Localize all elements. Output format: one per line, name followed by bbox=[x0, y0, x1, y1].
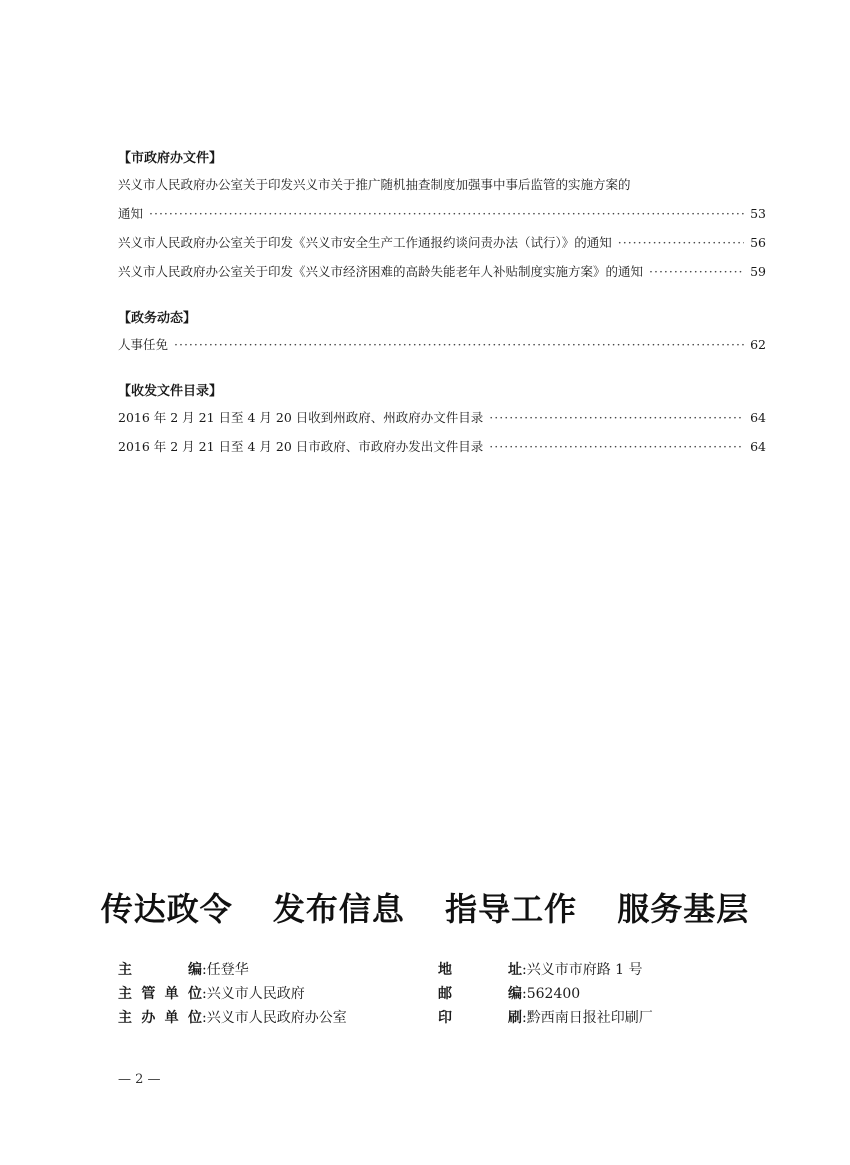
sponsor-field bbox=[118, 1006, 438, 1030]
toc-section-government-news bbox=[118, 308, 766, 359]
section-heading: 【市政府办文件】 bbox=[118, 151, 223, 166]
label-char: 位 bbox=[187, 986, 202, 1002]
label-char: 编 bbox=[508, 986, 522, 1002]
toc-entry[interactable] bbox=[118, 403, 766, 432]
colon: : bbox=[202, 962, 207, 978]
toc-page-number: 59 bbox=[750, 264, 766, 279]
colon: : bbox=[202, 986, 207, 1002]
colon: : bbox=[202, 1010, 207, 1026]
slogan-phrase: 传达政令 bbox=[100, 890, 233, 928]
printer-label bbox=[438, 1006, 522, 1030]
info-row bbox=[118, 1006, 758, 1030]
label-char: 刷 bbox=[508, 1010, 522, 1026]
colon: : bbox=[522, 962, 527, 978]
toc-entry[interactable] bbox=[118, 228, 766, 257]
page-number: — 2 — bbox=[118, 1072, 161, 1087]
supervisor-label bbox=[118, 982, 202, 1006]
address-field bbox=[438, 958, 758, 982]
label-char: 主 bbox=[118, 962, 132, 978]
toc-entry-title: 2016 年 2 月 21 日至 4 月 20 日收到州政府、州政府办文件目录 bbox=[118, 410, 484, 425]
label-char: 管 bbox=[141, 986, 156, 1002]
toc-page-number: 62 bbox=[750, 337, 766, 352]
label-char: 地 bbox=[438, 962, 452, 978]
toc-entry[interactable] bbox=[118, 199, 766, 228]
label-char: 印 bbox=[438, 1010, 452, 1026]
toc-section-document-index bbox=[118, 381, 766, 461]
postcode-label bbox=[438, 982, 522, 1006]
label-char: 址 bbox=[508, 962, 522, 978]
editor-field bbox=[118, 958, 438, 982]
label-char: 主 bbox=[118, 1010, 132, 1026]
label-char: 位 bbox=[187, 1010, 202, 1026]
address-label bbox=[438, 958, 522, 982]
slogan bbox=[0, 884, 850, 930]
info-row bbox=[118, 982, 758, 1006]
slogan-phrase: 服务基层 bbox=[617, 890, 750, 928]
postcode-value: 562400 bbox=[526, 986, 581, 1002]
toc-entry-title: 兴义市人民政府办公室关于印发《兴义市经济困难的高龄失能老年人补贴制度实施方案》的通知 bbox=[118, 264, 644, 279]
label-char: 办 bbox=[141, 1010, 156, 1026]
toc-entry[interactable] bbox=[118, 432, 766, 461]
section-heading: 【收发文件目录】 bbox=[118, 384, 223, 399]
label-char: 编 bbox=[188, 962, 202, 978]
supervisor-value: 兴义市人民政府 bbox=[206, 986, 305, 1002]
label-char: 主 bbox=[118, 986, 132, 1002]
leader-dots bbox=[649, 257, 744, 286]
toc-entry-title: 通知 bbox=[118, 206, 144, 221]
leader-dots bbox=[174, 330, 744, 359]
toc-entry-title: 兴义市人民政府办公室关于印发《兴义市安全生产工作通报约谈问责办法（试行）》的通知 bbox=[118, 235, 612, 250]
postcode-field bbox=[438, 982, 758, 1006]
info-row bbox=[118, 958, 758, 982]
leader-dots bbox=[618, 228, 744, 257]
label-char: 单 bbox=[164, 986, 179, 1002]
toc-page-number: 56 bbox=[750, 235, 766, 250]
slogan-phrase: 指导工作 bbox=[445, 890, 578, 928]
editor-value: 任登华 bbox=[206, 962, 249, 978]
printer-value: 黔西南日报社印刷厂 bbox=[526, 1010, 653, 1026]
sponsor-value: 兴义市人民政府办公室 bbox=[206, 1010, 347, 1026]
leader-dots bbox=[489, 403, 744, 432]
slogan-phrase: 发布信息 bbox=[272, 890, 405, 928]
colon: : bbox=[522, 986, 527, 1002]
leader-dots bbox=[149, 199, 744, 228]
toc-page-number: 53 bbox=[750, 206, 766, 221]
toc-entry-title: 人事任免 bbox=[118, 337, 169, 352]
address-value: 兴义市市府路 1 号 bbox=[526, 962, 643, 978]
toc-section-city-office-docs bbox=[118, 148, 766, 286]
label-char: 单 bbox=[164, 1010, 179, 1026]
table-of-contents bbox=[118, 148, 766, 483]
sponsor-label bbox=[118, 1006, 202, 1030]
editor-label bbox=[118, 958, 202, 982]
masthead-info bbox=[118, 958, 758, 1030]
toc-entry-title-line1: 兴义市人民政府办公室关于印发兴义市关于推广随机抽查制度加强事中事后监管的实施方案的 bbox=[118, 177, 631, 192]
colon: : bbox=[522, 1010, 527, 1026]
leader-dots bbox=[489, 432, 744, 461]
section-heading: 【政务动态】 bbox=[118, 311, 197, 326]
supervisor-field bbox=[118, 982, 438, 1006]
toc-page-number: 64 bbox=[750, 439, 766, 454]
toc-entry[interactable] bbox=[118, 257, 766, 286]
toc-entry-title: 2016 年 2 月 21 日至 4 月 20 日市政府、市政府办发出文件目录 bbox=[118, 439, 484, 454]
toc-entry-line[interactable] bbox=[118, 170, 766, 199]
toc-page-number: 64 bbox=[750, 410, 766, 425]
toc-entry[interactable] bbox=[118, 330, 766, 359]
printer-field bbox=[438, 1006, 758, 1030]
label-char: 邮 bbox=[438, 986, 452, 1002]
